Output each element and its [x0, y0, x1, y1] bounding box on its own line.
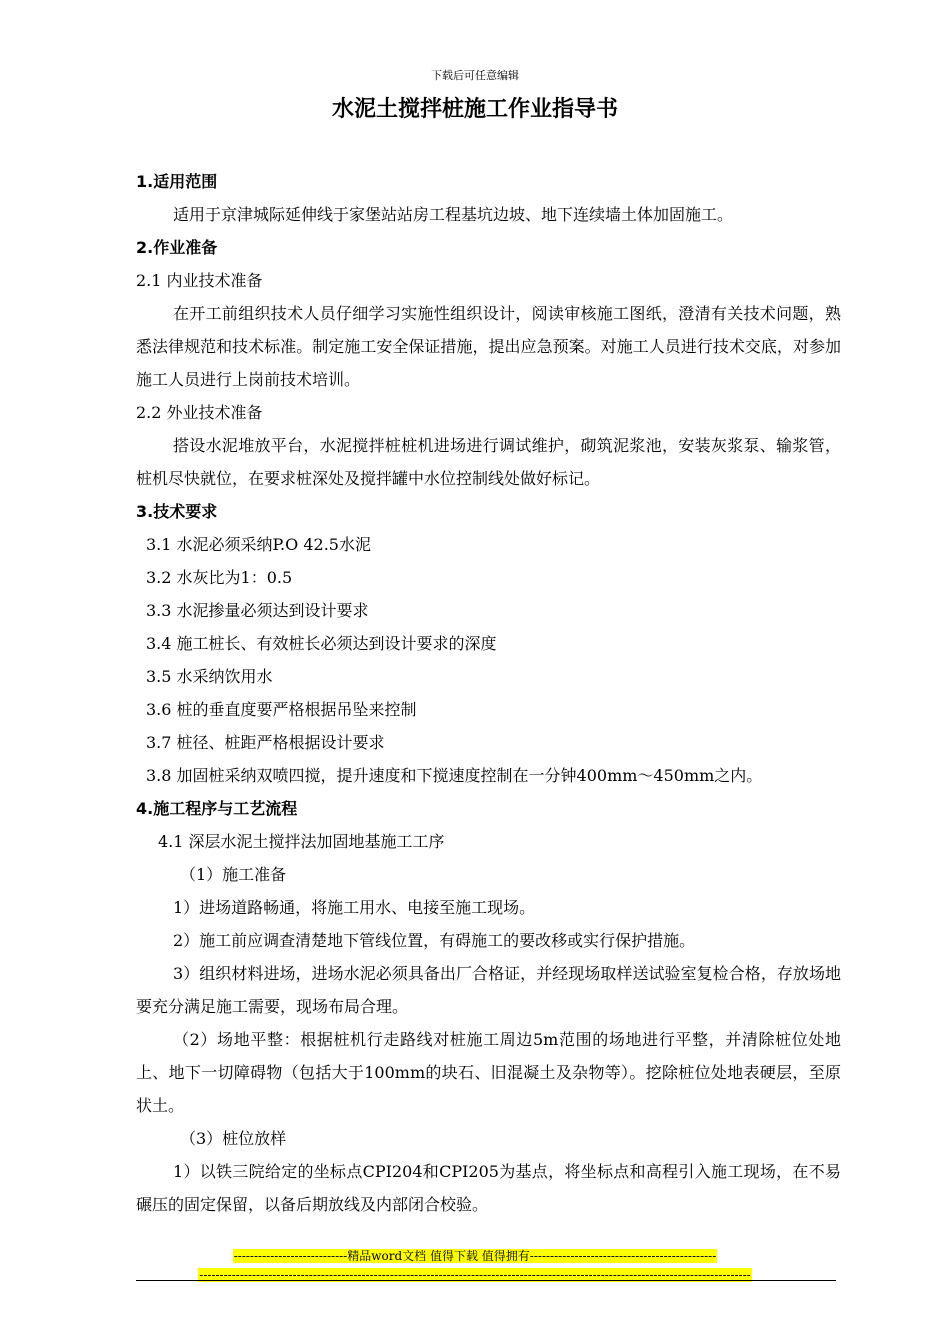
footer-banner-1	[0, 1245, 950, 1265]
section-heading: 1.适用范围	[136, 172, 218, 191]
paragraph-line: 4.1 深层水泥土搅拌法加固地基施工工序	[158, 832, 445, 851]
paragraph-line: 2）施工前应调查清楚地下管线位置，有碍施工的要改移或实行保护措施。	[173, 931, 696, 950]
section-heading: 4.施工程序与工艺流程	[136, 799, 298, 818]
footer-banner-text-2: ----------------------------------------------------------------------------------------------------------------------------------------	[199, 1268, 751, 1282]
paragraph-line: 适用于京津城际延伸线于家堡站站房工程基坑边坡、地下连续墙土体加固施工。	[173, 205, 734, 224]
paragraph-line: （1）施工准备	[180, 865, 287, 884]
paragraph-line: 1）进场道路畅通，将施工用水、电接至施工现场。	[173, 898, 536, 917]
footer-rule	[136, 1280, 836, 1281]
paragraph-line: 3.2 水灰比为1：0.5	[146, 568, 293, 587]
paragraph-line: 1）以铁三院给定的坐标点CPI204和CPI205为基点，将坐标点和高程引入施工现场，在不易碾压的固定保留，以备后期放线及内部闭合校验。	[136, 1162, 841, 1214]
paragraph-line: 3.4 施工桩长、有效桩长必须达到设计要求的深度	[146, 634, 497, 653]
paragraph-line: 3.6 桩的垂直度要严格根据吊坠来控制	[146, 700, 417, 719]
paragraph-line: （3）桩位放样	[180, 1129, 287, 1148]
paragraph-line: 2.2 外业技术准备	[136, 403, 263, 422]
footer-banner-2	[0, 1264, 950, 1284]
paragraph-line: 在开工前组织技术人员仔细学习实施性组织设计，阅读审核施工图纸，澄清有关技术问题，熟悉法律规范和技术标准。制定施工安全保证措施，提出应急预案。对施工人员进行技术交底，对参加施工人员进行上岗前技术培训。	[136, 304, 841, 389]
document-title: 水泥土搅拌桩施工作业指导书	[331, 97, 618, 122]
section-heading: 3.技术要求	[136, 502, 218, 521]
paragraph-line: （2）场地平整：根据桩机行走路线对桩施工周边5m范围的场地进行平整，并清除桩位处地上、地下一切障碍物（包括大于100mm的块石、旧混凝土及杂物等）。挖除桩位处地表硬层，至原状土。	[136, 1030, 841, 1115]
paragraph-line: 3.3 水泥掺量必须达到设计要求	[146, 601, 369, 620]
paragraph-line: 3）组织材料进场，进场水泥必须具备出厂合格证，并经现场取样送试验室复检合格，存放场地要充分满足施工需要，现场布局合理。	[136, 964, 841, 1016]
section-heading: 2.作业准备	[136, 238, 218, 257]
paragraph-line: 2.1 内业技术准备	[136, 271, 263, 290]
paragraph-line: 3.1 水泥必须采纳P.O 42.5水泥	[146, 535, 371, 554]
paragraph-line: 3.8 加固桩采纳双喷四搅，提升速度和下搅速度控制在一分钟400mm～450mm之内。	[146, 766, 763, 785]
footer-banner-text-1: ----------------------------精品word文档 值得下载 值得拥有----------------------------------------------	[233, 1249, 717, 1263]
paragraph-line: 3.7 桩径、桩距严格根据设计要求	[146, 733, 385, 752]
paragraph-line: 搭设水泥堆放平台，水泥搅拌桩桩机进场进行调试维护，砌筑泥浆池，安装灰浆泵、输浆管，桩机尽快就位，在要求桩深处及搅拌罐中水位控制线处做好标记。	[136, 436, 841, 488]
paragraph-line: 3.5 水采纳饮用水	[146, 667, 273, 686]
document-body	[136, 165, 841, 1221]
header-note: 下载后可任意编辑	[431, 69, 519, 82]
